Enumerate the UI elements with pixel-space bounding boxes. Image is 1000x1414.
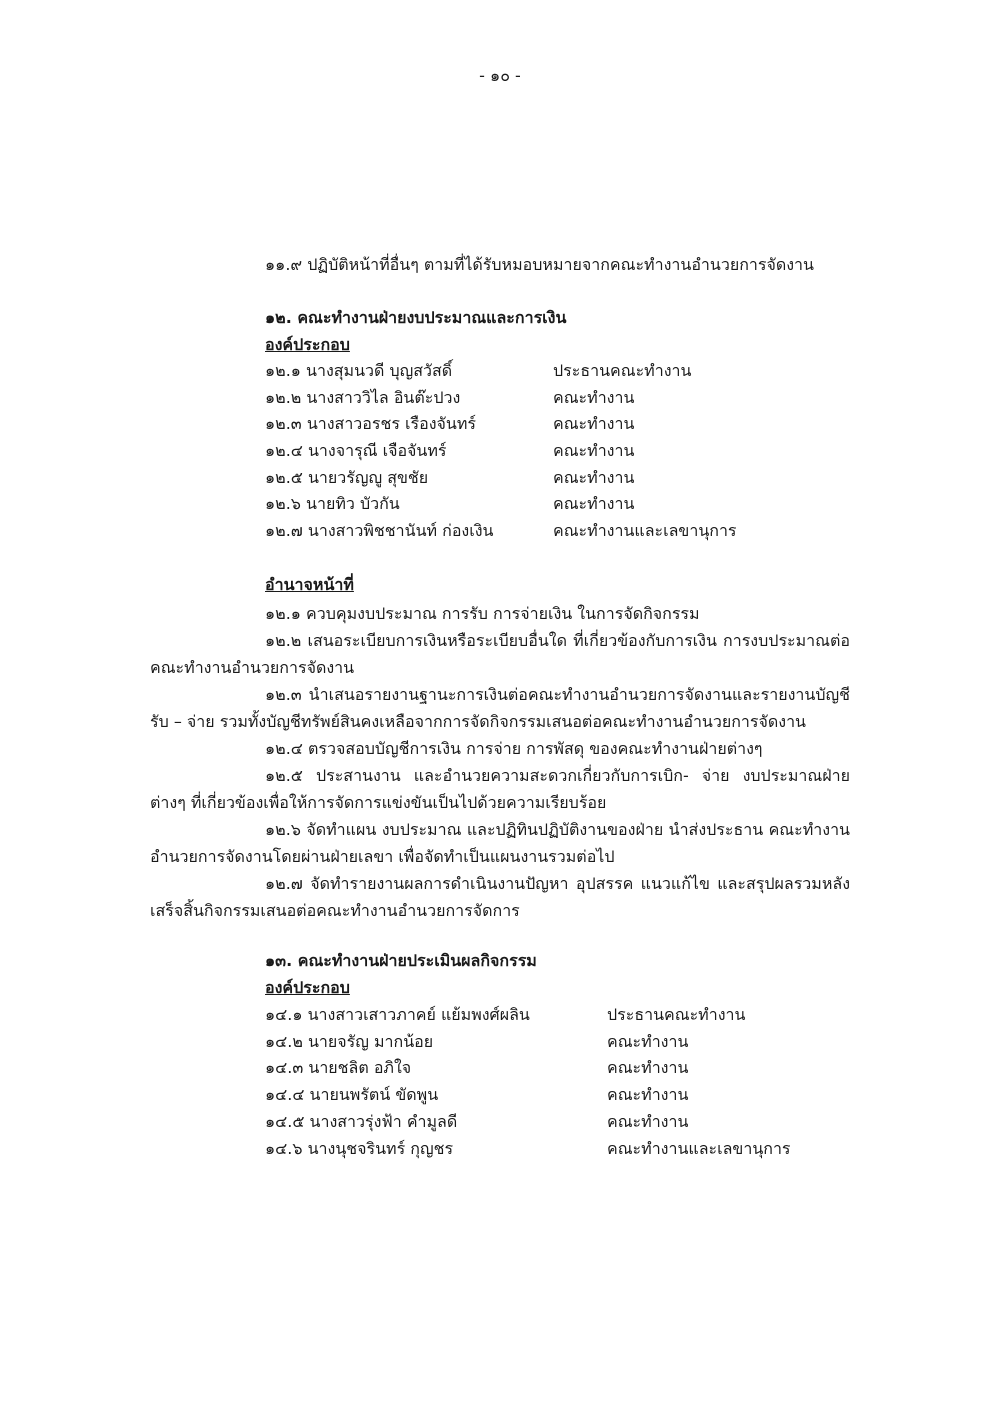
duty-paragraph: ๑๒.๔ ตรวจสอบบัญชีการเงิน การจ่าย การพัสดุ ของคณะทำงานฝ่ายต่างๆ <box>265 739 763 758</box>
duty-paragraph: ๑๒.๑ ควบคุมงบประมาณ การรับ การจ่ายเงิน ในการจัดกิจกรรม <box>265 604 700 623</box>
member-role: คณะทำงาน <box>553 494 635 513</box>
member-name: ๑๒.๗ นางสาวพิชชานันท์ ก่องเงิน <box>265 521 494 540</box>
member-role: ประธานคณะทำงาน <box>607 1005 746 1024</box>
member-name: ๑๒.๒ นางสาววิไล อินต๊ะปวง <box>265 388 461 407</box>
member-name: ๑๒.๓ นางสาวอรชร เรืองจันทร์ <box>265 414 476 433</box>
member-role: คณะทำงาน <box>607 1032 689 1051</box>
member-name: ๑๔.๓ นายชลิต อภิใจ <box>265 1058 412 1077</box>
page-number: - ๑๐ - <box>479 66 521 85</box>
member-name: ๑๒.๖ นายทิว บัวกัน <box>265 494 400 513</box>
member-name: ๑๔.๒ นายจรัญ มากน้อย <box>265 1032 434 1051</box>
member-role: คณะทำงาน <box>553 388 635 407</box>
section-13-composition-label: องค์ประกอบ <box>265 978 350 997</box>
duty-paragraph: ๑๒.๗ จัดทำรายงานผลการดำเนินงานปัญหา อุปสรรค แนวแก้ไข และสรุปผลรวมหลังเสร็จสิ้นกิจกรรมเสนอต่อคณะทำงานอำนวยการจัดการ <box>150 874 850 920</box>
member-role: คณะทำงานและเลขานุการ <box>553 521 737 540</box>
section-12-duties-label: อำนาจหน้าที่ <box>265 575 354 594</box>
duty-paragraph: ๑๒.๓ นำเสนอรายงานฐานะการเงินต่อคณะทำงานอำนวยการจัดงานและรายงานบัญชีรับ – จ่าย รวมทั้งบัญชีทรัพย์สินคงเหลือจากการจัดกิจกรรมเสนอต่อคณะทำงานอำนวยการจัดงาน <box>150 685 850 731</box>
member-name: ๑๒.๑ นางสุมนวดี บุญสวัสดิ์ <box>265 361 453 380</box>
member-name: ๑๒.๕ นายวรัญญู สุขชัย <box>265 468 429 487</box>
member-role: คณะทำงาน <box>607 1058 689 1077</box>
member-name: ๑๔.๔ นายนพรัตน์ ขัดพูน <box>265 1085 439 1104</box>
item-11-9: ๑๑.๙ ปฏิบัติหน้าที่อื่นๆ ตามที่ได้รับหมอบหมายจากคณะทำงานอำนวยการจัดงาน <box>265 255 814 274</box>
member-name: ๑๔.๖ นางนุชจรินทร์ กุญชร <box>265 1139 454 1158</box>
member-role: คณะทำงาน <box>607 1085 689 1104</box>
member-role: คณะทำงาน <box>607 1112 689 1131</box>
duty-paragraph: ๑๒.๕ ประสานงาน และอำนวยความสะดวกเกี่ยวกับการเบิก- จ่าย งบประมาณฝ่ายต่างๆ ที่เกี่ยวข้องเพื่อให้การจัดการแข่งขันเป็นไปด้วยความเรียบร้อย <box>150 766 850 812</box>
section-13-title: ๑๓. คณะทำงานฝ่ายประเมินผลกิจกรรม <box>265 951 537 970</box>
section-12-composition-label: องค์ประกอบ <box>265 335 350 354</box>
member-role: คณะทำงานและเลขานุการ <box>607 1139 791 1158</box>
section-12-title: ๑๒. คณะทำงานฝ่ายงบประมาณและการเงิน <box>265 308 567 327</box>
member-name: ๑๔.๕ นางสาวรุ่งฟ้า คำมูลดี <box>265 1112 458 1131</box>
duty-paragraph: ๑๒.๒ เสนอระเบียบการเงินหรือระเบียบอื่นใด ที่เกี่ยวข้องกับการเงิน การงบประมาณต่อคณะทำงานอำนวยการจัดงาน <box>150 631 850 677</box>
member-name: ๑๒.๔ นางจารุณี เจือจันทร์ <box>265 441 447 460</box>
member-role: คณะทำงาน <box>553 414 635 433</box>
duty-paragraph: ๑๒.๖ จัดทำแผน งบประมาณ และปฏิทินปฏิบัติงานของฝ่าย นำส่งประธาน คณะทำงานอำนวยการจัดงานโดยผ่านฝ่ายเลขา เพื่อจัดทำเป็นแผนงานรวมต่อไป <box>150 820 850 866</box>
member-role: คณะทำงาน <box>553 441 635 460</box>
member-name: ๑๔.๑ นางสาวเสาวภาคย์ แย้มพงศ์ผลิน <box>265 1005 530 1024</box>
member-role: ประธานคณะทำงาน <box>553 361 692 380</box>
member-role: คณะทำงาน <box>553 468 635 487</box>
